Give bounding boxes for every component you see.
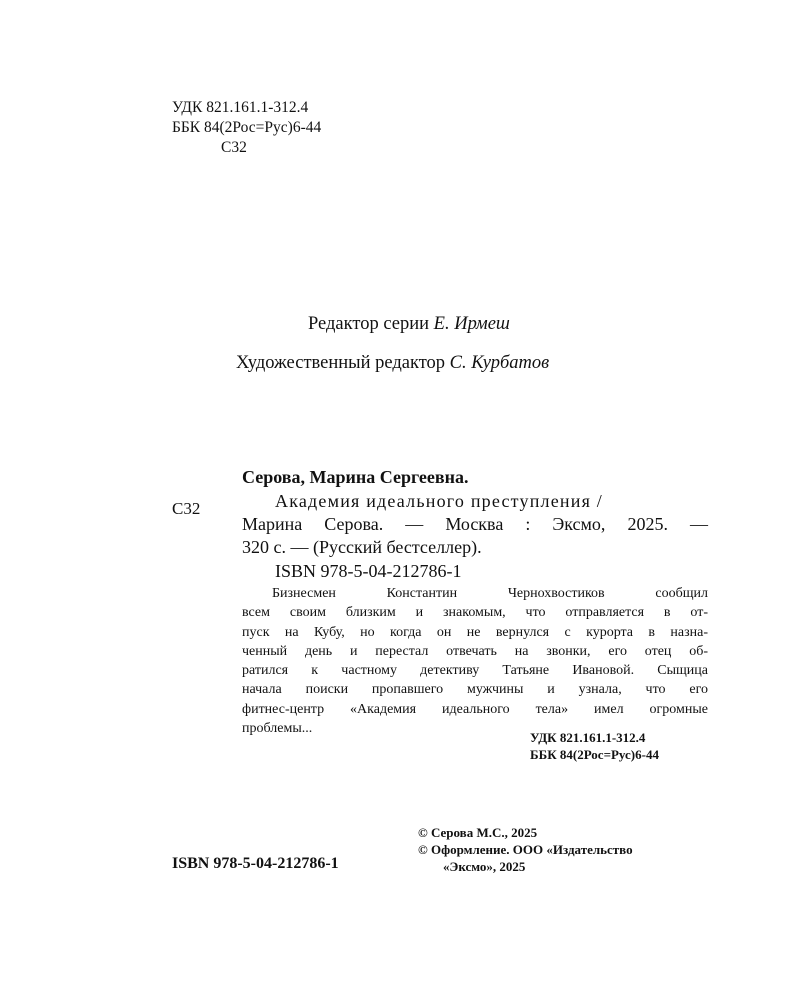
series-editor-role: Редактор серии	[308, 314, 430, 334]
bib-publisher-line: Марина Серова. — Москва : Эксмо, 2025. —	[242, 514, 708, 534]
annotation-line: начала поиски пропавшего мужчины и узнала, что его	[242, 682, 708, 698]
annotation-line: ратился к частному детективу Татьяне Ивановой. Сыщица	[242, 663, 708, 679]
annotation-line: проблемы...	[242, 721, 313, 737]
art-editor-role: Художественный редактор	[236, 353, 446, 373]
author-mark-side: С32	[172, 499, 201, 518]
copyright-design: © Оформление. ООО «Издательство	[418, 842, 633, 857]
author-mark-top: С32	[221, 139, 247, 156]
annotation-line: пуск на Кубу, но когда он не вернулся с курорта в назна-	[242, 624, 708, 640]
annotation-line: фитнес-центр «Академия идеального тела» имел огромные	[242, 701, 708, 717]
annotation-line: ченный день и перестал отвечать на звонки, его отец об-	[242, 643, 708, 659]
bib-pages-series-line: 320 с. — (Русский бестселлер).	[242, 537, 482, 557]
bib-author: Серова, Марина Сергеевна.	[242, 467, 469, 487]
bbk-code-top: ББК 84(2Рос=Рус)6-44	[172, 119, 322, 136]
udk-code-top: УДК 821.161.1-312.4	[172, 99, 309, 116]
art-editor-name: С. Курбатов	[449, 353, 550, 373]
bbk-code-bottom: ББК 84(2Рос=Рус)6-44	[530, 747, 659, 762]
bib-isbn: ISBN 978-5-04-212786-1	[275, 561, 462, 581]
isbn-bottom: ISBN 978-5-04-212786-1	[172, 855, 339, 872]
annotation-line: всем своим близким и знакомым, что отправляется в от-	[242, 605, 708, 621]
art-editor-credit	[236, 351, 549, 375]
series-editor-credit	[308, 312, 510, 336]
annotation-paragraph	[242, 584, 708, 738]
annotation-line: Бизнесмен Константин Чернохвостиков сообщил	[272, 586, 708, 601]
bib-title-line: Академия идеального преступления /	[275, 491, 603, 511]
udk-code-bottom: УДК 821.161.1-312.4	[530, 730, 646, 745]
copyright-design-cont: «Эксмо», 2025	[443, 859, 526, 874]
copyright-author: © Серова М.С., 2025	[418, 825, 538, 840]
series-editor-name: Е. Ирмеш	[433, 314, 510, 334]
